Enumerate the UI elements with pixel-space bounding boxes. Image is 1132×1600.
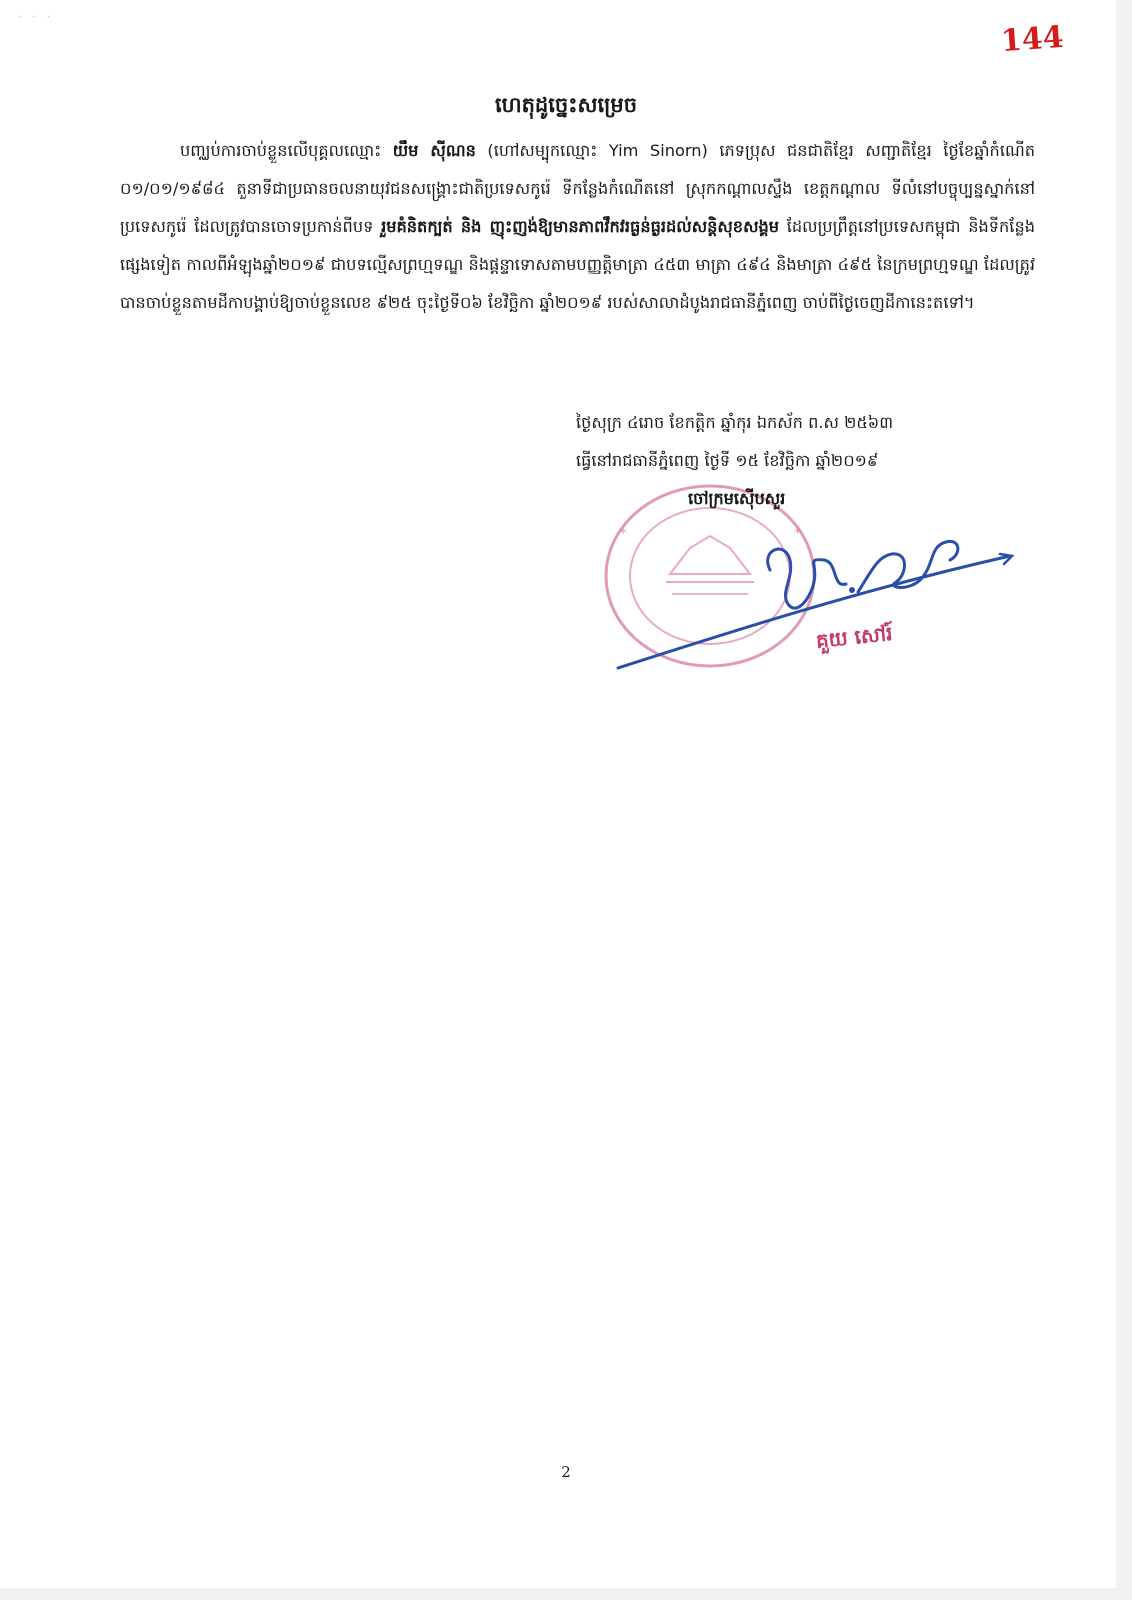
charge-text: រួមគំនិតក្បត់ និង ញុះញង់ឱ្យមានភាពវឹកវរធ្ងន់ធ្ងរដល់សន្តិសុខសង្គម [381,217,780,236]
decision-paragraph [120,132,1035,322]
place-and-date: ធ្វើនៅរាជធានីភ្នំពេញ ថ្ងៃទី ១៥ ខែវិច្ឆិកា ឆ្នាំ២០១៩ [576,451,879,470]
handwritten-page-mark: 144 [1000,19,1066,60]
person-name: យឹម ស៊ីណន [392,141,476,160]
judge-title: ចៅក្រមស៊ើបសួរ [688,489,786,508]
svg-text:*: * [620,526,627,542]
section-heading: ហេតុដូច្នេះសម្រេច [494,93,638,117]
page-number: 2 [561,1463,571,1481]
svg-text:*: * [794,526,801,542]
paragraph-part-2: (ហៅសម្បុកឈ្មោះ Yim Sinorn) ភេទប្រុស ជនជាតិខ្មែរ សញ្ជាតិខ្មែរ ថ្ងៃខែឆ្នាំកំណើត ០១/០១/១៩៨៤ តួនាទីជាប្រធានចលនាយុវជនសង្គ្រោះជាតិប្រទេសកូរ៉េ ទីកន្លែងកំណើតនៅ ស្រុកកណ្តាលស្ទឹង ខេត្តកណ្តាល ទីលំនៅបច្ចុប្បន្នស្នាក់នៅប្រទេសកូរ៉េ ដែលត្រូវបានចោទប្រកាន់ពីបទ [120,141,1035,236]
lunar-date: ថ្ងៃសុក្រ ៤រោច ខែកត្តិក ឆ្នាំកុរ ឯកស័ក ព.ស ២៥៦៣ [576,413,894,432]
paragraph-part-3: ដែលប្រព្រឹត្តនៅប្រទេសកម្ពុជា និងទីកន្លែងផ្សេងទៀត កាលពីអំឡុងឆ្នាំ២០១៩ ជាបទល្មើសព្រហ្មទណ្ឌ និងផ្តន្ទាទោសតាមបញ្ញត្តិមាត្រា ៤៥៣ មាត្រា ៤៩៤ និងមាត្រា ៤៩៥ នៃក្រមព្រហ្មទណ្ឌ ដែលត្រូវបានចាប់ខ្លួនតាមដីកាបង្គាប់ឱ្យចាប់ខ្លួនលេខ ៩២៥ ចុះថ្ងៃទី០៦ ខែវិច្ឆិកា ឆ្នាំ២០១៩ របស់សាលាដំបូងរាជធានីភ្នំពេញ ចាប់ពីថ្ងៃចេញដីកានេះតទៅ។ [120,217,1035,312]
paragraph-part-1: បញ្ឈប់ការចាប់ខ្លួនលើបុគ្គលឈ្មោះ [180,141,393,160]
date-signature-block [558,404,1028,518]
scan-specks: · · · [18,12,54,23]
judge-name: គួយ សៅរ៍ [814,621,894,653]
